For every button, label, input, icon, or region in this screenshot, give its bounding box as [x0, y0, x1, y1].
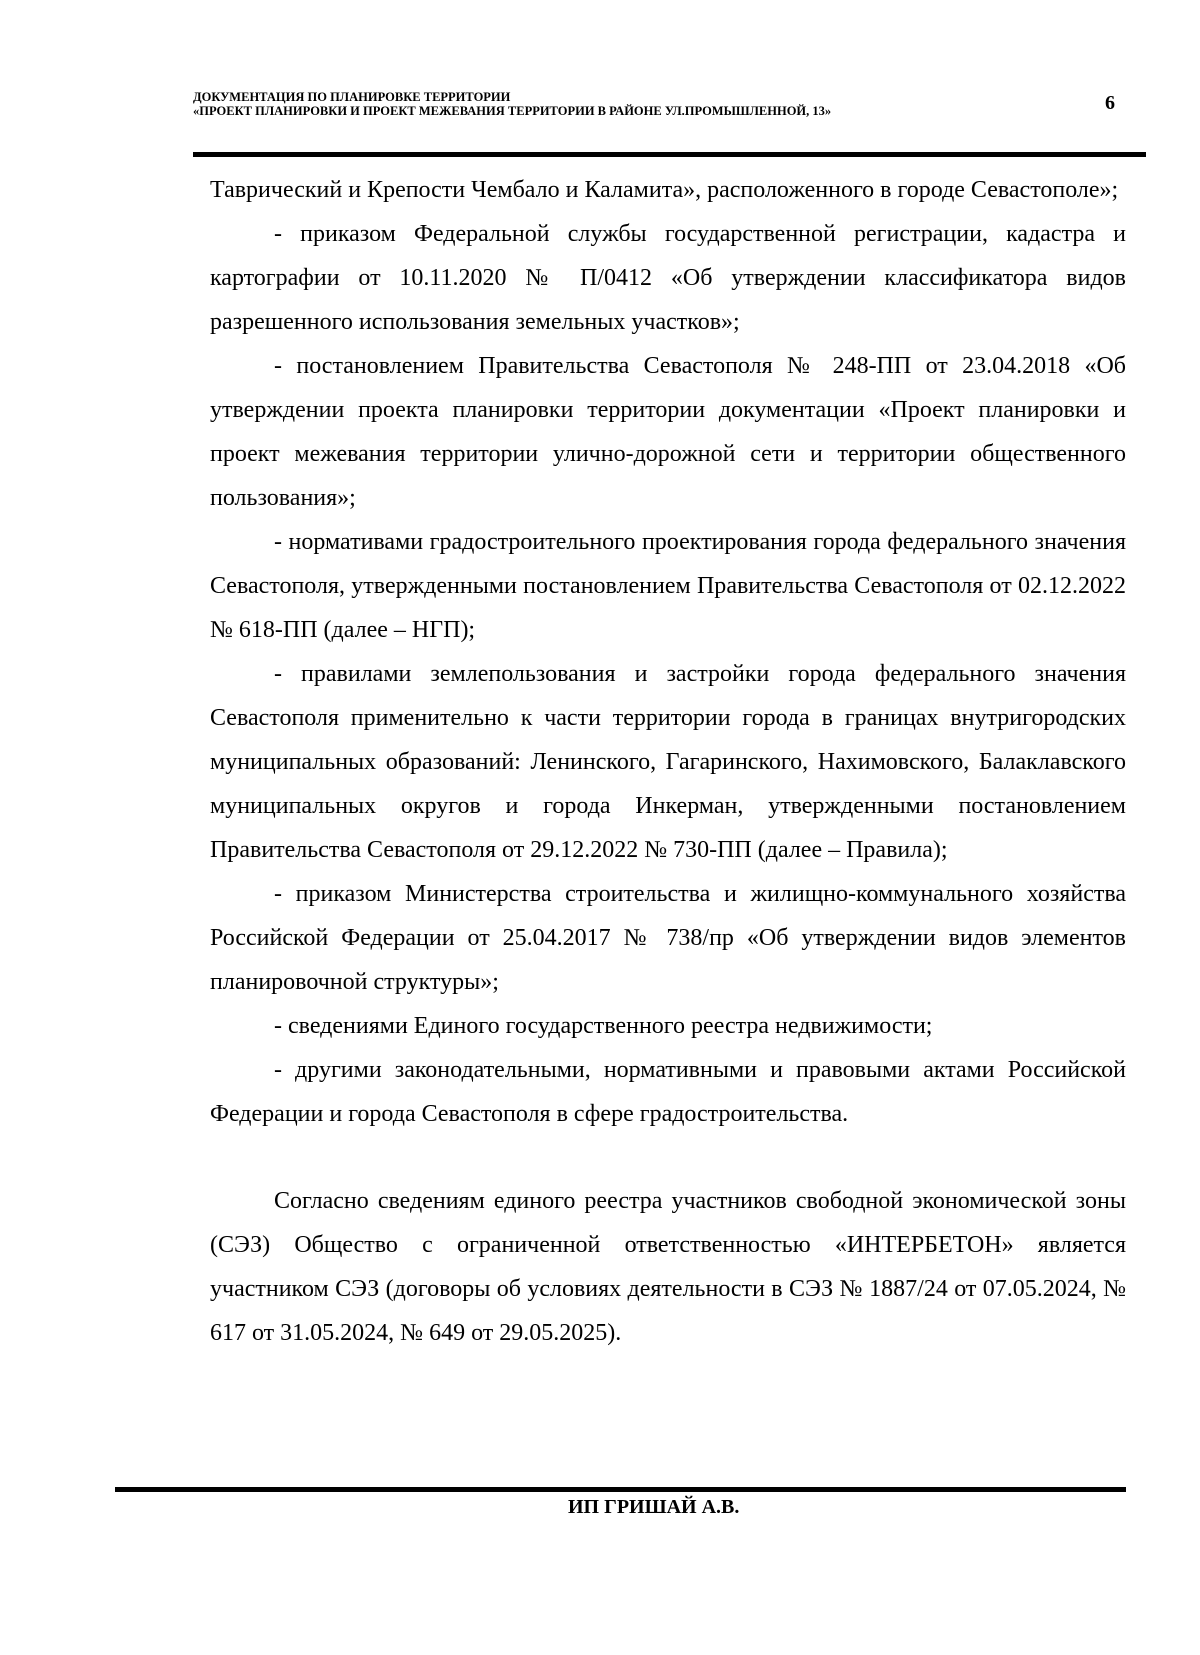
list-item-land-use-rules: - правилами землепользования и застройки города федерального значения Севастополя применительно к части территории города в границах внутригородских муниципальных образований: Ленинского, Гагаринского, Нахимовского, Балаклавского муниципальных округов и города Инкерман, утвержденными постановлением Правительства Севастополя от 29.12.2022 № 730-ПП (далее – Правила);: [210, 661, 1126, 863]
list-item-rosreestr-order: - приказом Федеральной службы государственной регистрации, кадастра и картографии от 10.11.2020 № П/0412 «Об утверждении классификатора видов разрешенного использования земельных участков»;: [210, 221, 1126, 335]
list-item-other-acts: - другими законодательными, нормативными и правовыми актами Российской Федерации и города Севастополя в сфере градостроительства.: [210, 1057, 1126, 1127]
footer-divider: [115, 1487, 1126, 1492]
header-title-line-2: «ПРОЕКТ ПЛАНИРОВКИ И ПРОЕКТ МЕЖЕВАНИЯ ТЕРРИТОРИИ В РАЙОНЕ УЛ.ПРОМЫШЛЕННОЙ, 13»: [193, 104, 832, 118]
list-item-government-decree-248: - постановлением Правительства Севастополя № 248-ПП от 23.04.2018 «Об утверждении проекта планировки территории документации «Проект планировки и проект межевания территории улично-дорожной сети и территории общественного пользования»;: [210, 353, 1126, 511]
footer-signature: ИП ГРИШАЙ А.В.: [568, 1496, 740, 1518]
list-item-real-estate-registry: - сведениями Единого государственного реестра недвижимости;: [274, 1013, 933, 1039]
header-title-line-1: ДОКУМЕНТАЦИЯ ПО ПЛАНИРОВКЕ ТЕРРИТОРИИ: [193, 90, 511, 104]
page-number: 6: [1105, 92, 1115, 114]
list-item-urban-planning-norms: - нормативами градостроительного проектирования города федерального значения Севастополя, утвержденными постановлением Правительства Севастополя от 02.12.2022 № 618-ПП (далее – НГП);: [210, 529, 1126, 643]
list-item-ministry-order-738: - приказом Министерства строительства и жилищно-коммунального хозяйства Российской Федерации от 25.04.2017 № 738/пр «Об утверждении видов элементов планировочной структуры»;: [210, 881, 1126, 995]
header-divider: [193, 152, 1146, 157]
document-header: [193, 90, 1023, 118]
paragraph-sez-participant: Согласно сведениям единого реестра участников свободной экономической зоны (СЭЗ) Общество с ограниченной ответственностью «ИНТЕРБЕТОН» является участником СЭЗ (договоры об условиях деятельности в СЭЗ № 1887/24 от 07.05.2024, № 617 от 31.05.2024, № 649 от 29.05.2025).: [210, 1188, 1126, 1346]
document-body: [210, 168, 1126, 1355]
paragraph-continuation: Таврический и Крепости Чембало и Каламита», расположенного в городе Севастополе»;: [210, 177, 1119, 203]
